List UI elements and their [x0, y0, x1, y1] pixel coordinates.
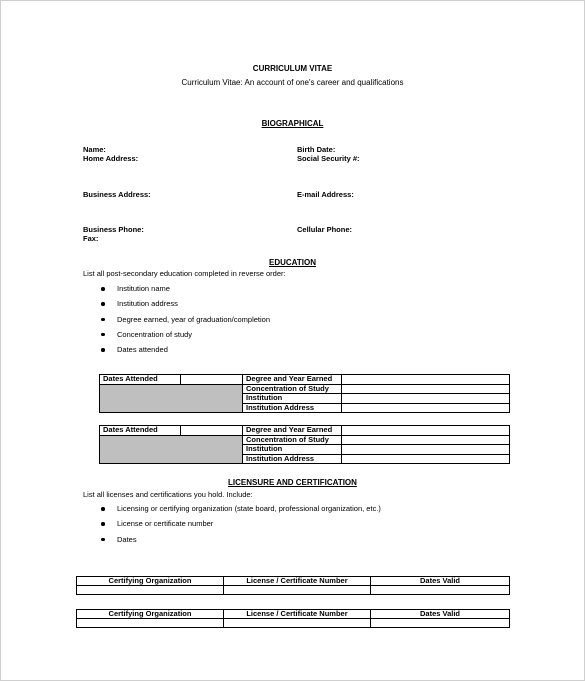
fax-label: Fax: — [83, 234, 99, 243]
institution-label: Institution — [243, 394, 342, 404]
degree-cell — [342, 426, 510, 436]
list-item: License or certificate number — [117, 519, 381, 534]
education-heading: EDUCATION — [269, 258, 316, 267]
dates-attended-cell — [181, 375, 243, 385]
list-item: Concentration of study — [117, 330, 270, 345]
dates-attended-cell — [181, 426, 243, 436]
education-table-2 — [99, 425, 510, 464]
list-item: Dates attended — [117, 345, 270, 360]
concentration-cell — [342, 384, 510, 394]
certifying-org-cell — [77, 619, 224, 628]
bullet-icon — [101, 287, 105, 291]
bullet-icon — [101, 318, 105, 322]
business-address-label: Business Address: — [83, 190, 151, 199]
degree-label: Degree and Year Earned — [243, 426, 342, 436]
home-address-label: Home Address: — [83, 154, 139, 163]
table-row — [77, 586, 510, 595]
license-table-2 — [76, 609, 510, 628]
education-list — [117, 284, 270, 360]
bullet-icon — [101, 507, 105, 511]
list-item: Dates — [117, 535, 381, 550]
table-row — [100, 426, 510, 436]
institution-address-label: Institution Address — [243, 403, 342, 413]
bullet-icon — [101, 538, 105, 542]
cellular-phone-label: Cellular Phone: — [297, 225, 353, 234]
concentration-label: Concentration of Study — [243, 384, 342, 394]
list-item: Degree earned, year of graduation/completion — [117, 315, 270, 330]
table-row — [77, 610, 510, 619]
education-instruction: List all post-secondary education completed in reverse order: — [83, 269, 286, 278]
concentration-cell — [342, 435, 510, 445]
license-table-1 — [76, 576, 510, 595]
certifying-org-cell — [77, 586, 224, 595]
table-row — [77, 577, 510, 586]
licensure-instruction: List all licenses and certifications you hold. Include: — [83, 490, 253, 499]
table-row — [100, 435, 510, 445]
concentration-label: Concentration of Study — [243, 435, 342, 445]
shaded-cell — [100, 384, 243, 413]
bullet-icon — [101, 302, 105, 306]
list-item: Institution address — [117, 299, 270, 314]
table-row — [77, 619, 510, 628]
document-subtitle: Curriculum Vitae: An account of one's career and qualifications — [181, 78, 404, 87]
degree-cell — [342, 375, 510, 385]
ssn-label: Social Security #: — [297, 154, 360, 163]
certifying-org-header: Certifying Organization — [77, 577, 224, 586]
license-number-header: License / Certificate Number — [224, 577, 371, 586]
bullet-icon — [101, 333, 105, 337]
email-address-label: E-mail Address: — [297, 190, 354, 199]
degree-label: Degree and Year Earned — [243, 375, 342, 385]
list-item: Institution name — [117, 284, 270, 299]
education-table-1 — [99, 374, 510, 413]
birth-date-label: Birth Date: — [297, 145, 336, 154]
bullet-icon — [101, 348, 105, 352]
dates-valid-header: Dates Valid — [371, 610, 510, 619]
institution-address-cell — [342, 454, 510, 464]
table-row — [100, 375, 510, 385]
licensure-heading: LICENSURE AND CERTIFICATION — [228, 478, 357, 487]
biographical-heading: BIOGRAPHICAL — [261, 119, 324, 128]
dates-valid-header: Dates Valid — [371, 577, 510, 586]
institution-cell — [342, 445, 510, 455]
license-number-header: License / Certificate Number — [224, 610, 371, 619]
dates-valid-cell — [371, 619, 510, 628]
institution-label: Institution — [243, 445, 342, 455]
table-row — [100, 384, 510, 394]
certifying-org-header: Certifying Organization — [77, 610, 224, 619]
institution-address-label: Institution Address — [243, 454, 342, 464]
licensure-list — [117, 504, 381, 550]
shaded-cell — [100, 435, 243, 464]
institution-address-cell — [342, 403, 510, 413]
license-number-cell — [224, 619, 371, 628]
dates-valid-cell — [371, 586, 510, 595]
institution-cell — [342, 394, 510, 404]
name-label: Name: — [83, 145, 106, 154]
dates-attended-label: Dates Attended — [100, 375, 181, 385]
business-phone-label: Business Phone: — [83, 225, 144, 234]
license-number-cell — [224, 586, 371, 595]
list-item: Licensing or certifying organization (state board, professional organization, etc.) — [117, 504, 381, 519]
dates-attended-label: Dates Attended — [100, 426, 181, 436]
bullet-icon — [101, 522, 105, 526]
document-title: CURRICULUM VITAE — [252, 64, 333, 73]
